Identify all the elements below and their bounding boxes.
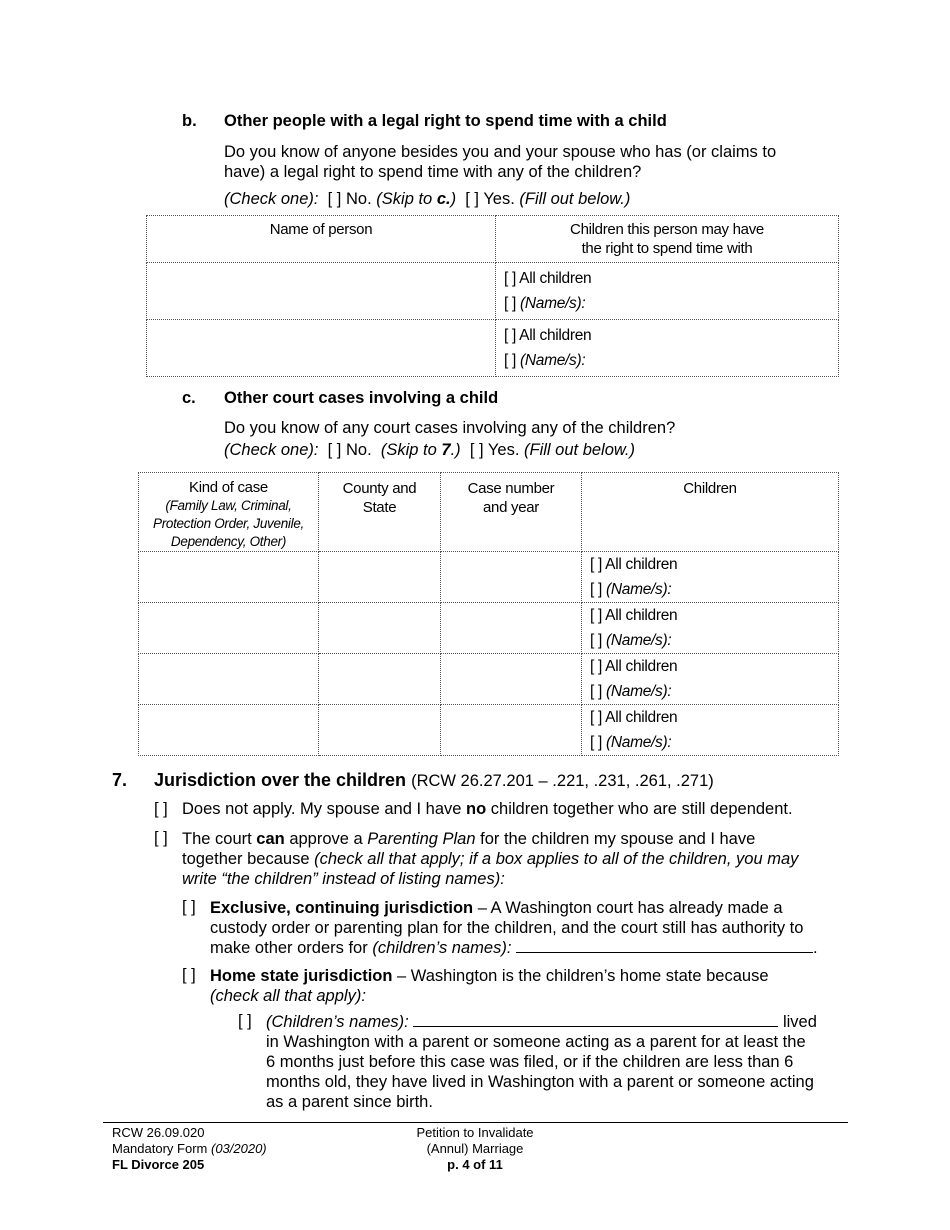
children-cell	[496, 263, 839, 320]
home-state-jurisdiction	[210, 966, 769, 1006]
all-children-checkbox[interactable]: [ ] All children	[590, 556, 678, 573]
option-does-not-apply	[182, 800, 793, 819]
skip-end: .)	[450, 441, 461, 459]
exclusive-title: Exclusive, continuing jurisdiction	[210, 899, 474, 917]
name-cell[interactable]	[147, 263, 496, 320]
header-text: Name of person	[269, 221, 373, 238]
six-months-option	[266, 1012, 817, 1112]
names-label: (Name/s):	[520, 295, 586, 312]
kind-cell[interactable]	[139, 654, 319, 705]
table-row	[139, 705, 839, 756]
check-one-label: (Check one):	[224, 441, 319, 459]
kind-cell[interactable]	[139, 552, 319, 603]
yes-label: Yes.	[483, 190, 515, 208]
option-text: approve a	[284, 830, 368, 848]
no-checkbox[interactable]: [ ]	[327, 190, 342, 208]
option-text: together because	[182, 850, 315, 868]
section-c-question: Do you know of any court cases involving any of the children?	[224, 419, 676, 437]
section-b-question	[224, 142, 776, 182]
option-text: 6 months just before this case was filed, or if the children are less than 6	[266, 1053, 794, 1071]
header-children	[496, 216, 839, 263]
option-text: make other orders for	[210, 939, 373, 957]
six-months-checkbox[interactable]: [ ]	[238, 1012, 252, 1030]
question-line: Do you know of anyone besides you and your spouse who has (or claims to	[224, 143, 777, 161]
children-cell	[582, 603, 839, 654]
header-text: Children	[683, 480, 737, 497]
county-cell[interactable]	[319, 552, 441, 603]
option-does-not-apply-checkbox[interactable]: [ ]	[154, 800, 168, 818]
names-option[interactable]	[590, 577, 838, 602]
header-kind-of-case	[139, 473, 319, 552]
question-line: have) a legal right to spend time with any of the children?	[224, 163, 642, 181]
option-text: lived	[782, 1013, 817, 1031]
footer-form-date: (03/2020)	[210, 1141, 267, 1156]
table-row	[147, 320, 839, 377]
footer-form-code: FL Divorce 205	[112, 1157, 205, 1172]
skip-target: 7	[441, 441, 451, 459]
children-names-label: (children’s names):	[372, 939, 512, 957]
all-children-checkbox[interactable]: [ ] All children	[590, 607, 678, 624]
fill-label: (Fill out below.)	[519, 190, 631, 208]
header-name-of-person	[147, 216, 496, 263]
names-checkbox[interactable]: [ ]	[504, 352, 517, 369]
header-subtext: Dependency, Other)	[170, 534, 287, 549]
option-court-can-approve-checkbox[interactable]: [ ]	[154, 829, 168, 847]
header-text: Kind of case	[189, 479, 268, 496]
footer-left	[112, 1125, 267, 1173]
section-b-check-one	[224, 190, 630, 209]
option-text: months old, they have lived in Washington with a parent or someone acting	[266, 1073, 814, 1091]
fill-label: (Fill out below.)	[524, 441, 635, 459]
header-text: County and	[342, 480, 417, 497]
option-text: The court	[182, 830, 257, 848]
all-children-checkbox[interactable]: [ ] All children	[590, 709, 678, 726]
names-option[interactable]	[504, 291, 838, 316]
names-checkbox[interactable]: [ ]	[504, 295, 517, 312]
names-checkbox[interactable]: [ ]	[590, 581, 603, 598]
case-number-cell[interactable]	[441, 552, 582, 603]
no-label: No.	[346, 190, 372, 208]
names-checkbox[interactable]: [ ]	[590, 734, 603, 751]
names-label: (Name/s):	[520, 352, 586, 369]
option-text: as a parent since birth.	[266, 1093, 433, 1111]
yes-checkbox[interactable]: [ ]	[469, 441, 484, 459]
children-cell	[582, 654, 839, 705]
header-text: State	[362, 499, 397, 516]
option-emphasis: no	[466, 800, 487, 818]
option-text: – Washington is the children’s home state because	[392, 967, 769, 985]
section-c-heading: Other court cases involving a child	[224, 389, 499, 407]
section-7-title	[154, 770, 714, 791]
no-label: No.	[346, 441, 372, 459]
case-number-cell[interactable]	[441, 705, 582, 756]
option-text: children together who are still dependent.	[486, 800, 793, 818]
header-text: Children this person may have	[570, 221, 764, 238]
children-names-field[interactable]	[413, 1012, 778, 1027]
section-7-heading: Jurisdiction over the children	[154, 770, 407, 790]
footer-title: Petition to Invalidate	[416, 1125, 534, 1140]
children-cell	[582, 705, 839, 756]
check-one-label: (Check one):	[224, 190, 319, 208]
kind-cell[interactable]	[139, 603, 319, 654]
county-cell[interactable]	[319, 603, 441, 654]
skip-end: )	[450, 190, 457, 208]
footer-form: Mandatory Form	[112, 1141, 211, 1156]
names-option[interactable]	[590, 679, 838, 704]
period: .	[813, 939, 818, 957]
other-people-table	[146, 215, 839, 377]
section-7-rcw: (RCW 26.27.201 – .221, .231, .261, .271)	[411, 772, 714, 790]
kind-cell[interactable]	[139, 705, 319, 756]
option-text: for the children my spouse and I have	[475, 830, 756, 848]
option-instruction: write “the children” instead of listing names):	[182, 870, 505, 888]
all-children-checkbox[interactable]: [ ] All children	[504, 270, 592, 287]
table-row	[139, 603, 839, 654]
names-label: (Name/s):	[606, 632, 672, 649]
name-cell[interactable]	[147, 320, 496, 377]
header-children	[582, 473, 839, 552]
option-text: Does not apply. My spouse and I have	[182, 800, 467, 818]
section-b-letter: b.	[182, 112, 197, 130]
header-text: the right to spend time with	[581, 240, 753, 257]
skip-target: c.	[436, 190, 451, 208]
option-text: – A Washington court has already made a	[473, 899, 783, 917]
names-option[interactable]	[504, 348, 838, 373]
case-number-cell[interactable]	[441, 654, 582, 705]
yes-label: Yes.	[487, 441, 520, 459]
header-case-number	[441, 473, 582, 552]
option-emphasis: Parenting Plan	[367, 830, 476, 848]
names-label: (Name/s):	[606, 581, 672, 598]
names-label: (Name/s):	[606, 734, 672, 751]
option-emphasis: can	[256, 830, 285, 848]
children-cell	[496, 320, 839, 377]
table-row	[147, 263, 839, 320]
section-b-heading: Other people with a legal right to spend time with a child	[224, 112, 667, 130]
home-state-checkbox[interactable]: [ ]	[182, 966, 196, 984]
all-children-checkbox[interactable]: [ ] All children	[590, 658, 678, 675]
children-names-label: (Children’s names):	[266, 1013, 409, 1031]
header-county-state	[319, 473, 441, 552]
header-text: Case number	[467, 480, 555, 497]
footer-rcw: RCW 26.09.020	[112, 1125, 205, 1140]
option-court-can-approve	[182, 829, 798, 889]
case-number-cell[interactable]	[441, 603, 582, 654]
county-cell[interactable]	[319, 654, 441, 705]
names-checkbox[interactable]: [ ]	[590, 683, 603, 700]
exclusive-jurisdiction-checkbox[interactable]: [ ]	[182, 898, 196, 916]
all-children-checkbox[interactable]: [ ] All children	[504, 327, 592, 344]
children-cell	[582, 552, 839, 603]
court-cases-table	[138, 472, 839, 756]
footer-divider	[103, 1122, 848, 1123]
names-label: (Name/s):	[606, 683, 672, 700]
exclusive-jurisdiction	[210, 898, 818, 958]
home-state-title: Home state jurisdiction	[210, 967, 393, 985]
yes-checkbox[interactable]: [ ]	[465, 190, 480, 208]
option-text: in Washington with a parent or someone acting as a parent for at least the	[266, 1033, 806, 1051]
footer-page-number: p. 4 of 11	[447, 1157, 503, 1172]
table-row	[139, 654, 839, 705]
names-option[interactable]	[590, 730, 838, 755]
children-names-field[interactable]	[516, 938, 813, 953]
names-checkbox[interactable]: [ ]	[590, 632, 603, 649]
option-instruction: (check all that apply; if a box applies to all of the children, you may	[314, 850, 799, 868]
skip-label: (Skip to	[376, 190, 437, 208]
header-text: and year	[483, 499, 539, 516]
names-option[interactable]	[590, 628, 838, 653]
footer-center	[375, 1125, 575, 1173]
table-row	[139, 552, 839, 603]
option-text: custody order or parenting plan for the children, and the court still has authority to	[210, 919, 804, 937]
county-cell[interactable]	[319, 705, 441, 756]
section-c-letter: c.	[182, 389, 196, 407]
option-instruction: (check all that apply):	[210, 987, 366, 1005]
no-checkbox[interactable]: [ ]	[327, 441, 342, 459]
section-c-check-one	[224, 441, 635, 460]
header-subtext: (Family Law, Criminal,	[165, 498, 292, 513]
footer-title: (Annul) Marriage	[426, 1141, 524, 1156]
section-7-number: 7.	[112, 770, 128, 790]
skip-label: (Skip to	[380, 441, 442, 459]
header-subtext: Protection Order, Juvenile,	[153, 516, 304, 531]
